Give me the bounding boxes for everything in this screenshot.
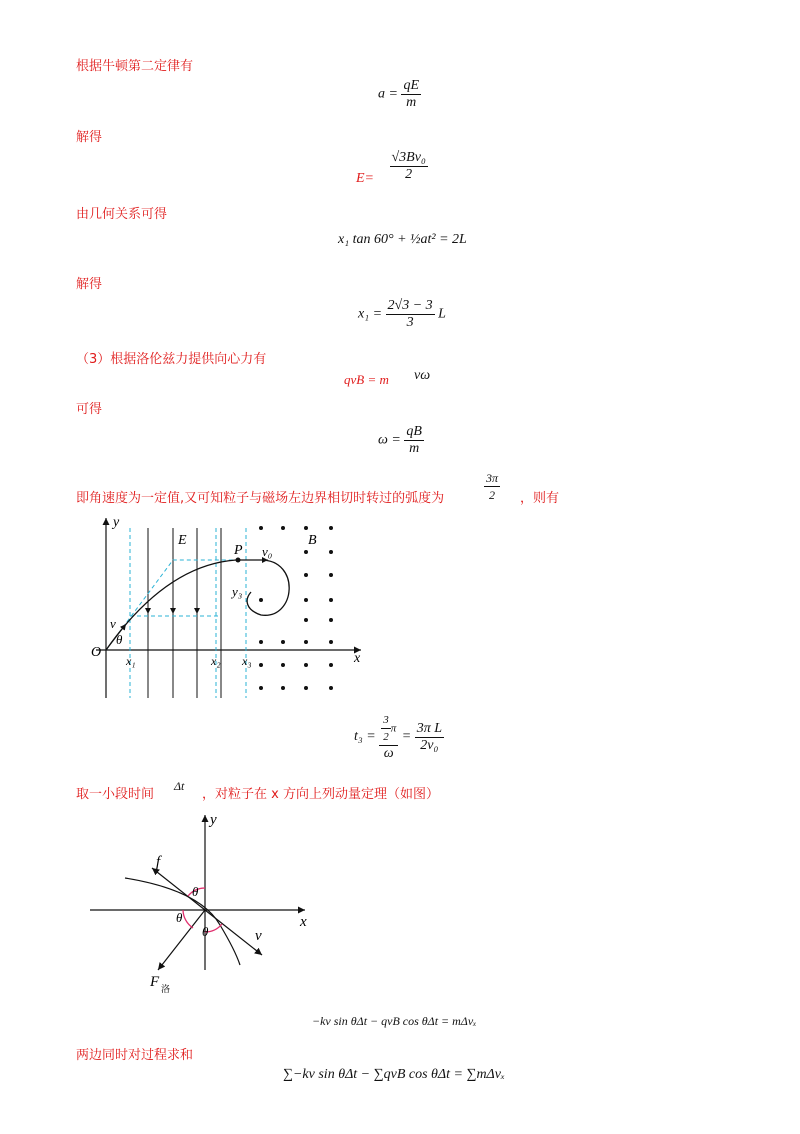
eq2-fraction: [390, 150, 428, 183]
fig1-label-B: B: [308, 533, 317, 548]
fig1-label-v0: v₀: [262, 544, 273, 559]
eq7-fraction: [415, 721, 444, 754]
eq7-inner-den: 2: [383, 731, 389, 743]
angle-frac: [484, 470, 500, 503]
eq4-rhs: L: [438, 306, 446, 322]
eq7-lhs: t₃ =: [354, 729, 376, 745]
eq7-num: 3π L: [416, 720, 442, 736]
eq6-num: qB: [406, 424, 422, 439]
fig1-label-E: E: [178, 533, 187, 548]
eq4-fraction: [386, 298, 435, 331]
paragraph-newton: 根据牛顿第二定律有: [76, 59, 194, 74]
fig1-label-x: x: [354, 651, 361, 666]
eq6-den: m: [409, 441, 420, 456]
fig2-label-y: y: [210, 812, 217, 828]
fig1-label-x2: x₂: [211, 654, 221, 668]
equation-lorentz: qvB = m: [344, 372, 389, 387]
paragraph-angular-text: 即角速度为一定值,又可知粒子与磁场左边界相切时转过的弧度为: [76, 491, 445, 506]
eq4-den: 3: [406, 315, 414, 330]
fig2-theta-1: θ: [192, 884, 199, 899]
delta-t: Δt: [174, 779, 185, 793]
angle-num: 3π: [486, 471, 499, 485]
paragraph-angular-tail: ，则有: [520, 491, 560, 506]
fig2-label-v: v: [255, 928, 262, 944]
eq7-mid-num: [379, 712, 398, 746]
fig1-label-P: P: [234, 543, 243, 558]
eq7-inner-fraction: [381, 712, 391, 745]
eq2-num: √3Bv₀: [391, 150, 426, 165]
paragraph-momentum: ，对粒子在 x 方向上列动量定理（如图）: [202, 787, 439, 802]
eq4-lhs: x₁ =: [358, 306, 383, 322]
eq7-inner-num: 3: [381, 712, 391, 729]
fig2-label-F-sub: 洛: [161, 984, 171, 994]
equation-omega: [378, 424, 424, 457]
figure-trajectory: [86, 510, 376, 700]
fig1-label-x1: x₁: [126, 654, 136, 668]
equation-geometry: x₁ tan 60° + ½at² = 2L: [338, 232, 467, 247]
equation-momentum: −kv sin θΔt − qvB cos θΔt = mΔvₓ: [312, 1014, 477, 1028]
eq1-den: m: [406, 95, 417, 110]
equation-acceleration: [378, 78, 421, 111]
paragraph-geometry: 由几何关系可得: [76, 207, 168, 222]
fig1-label-theta: θ: [116, 632, 123, 647]
fig1-label-y3: y₃: [232, 584, 243, 599]
fig1-label-O: O: [91, 645, 102, 660]
eq7-den: 2v₀: [420, 737, 439, 753]
paragraph-angular: [76, 487, 444, 506]
equation-t3: t₃ = $\frac{3}{2}$ π ω = $\frac{\text{3π L}}{\text{2v₀}}$: [354, 714, 442, 761]
eq7-mid-fraction: [379, 712, 398, 762]
fig1-label-v: v: [110, 616, 116, 631]
eq7-pi: π: [390, 722, 397, 735]
eq2-den: 2: [405, 167, 413, 182]
eq6-lhs: ω =: [378, 432, 401, 448]
equation-sum: ∑−kv sin θΔt − ∑qvB cos θΔt = ∑mΔvₓ: [283, 1067, 505, 1082]
paragraph-small-interval: 取一小段时间: [76, 787, 155, 802]
eq1-fraction: [401, 78, 421, 111]
eq7-mid-den: ω: [383, 746, 394, 761]
fig1-label-y: y: [113, 515, 120, 530]
figure-forces: [90, 810, 320, 1000]
paragraph-sum: 两边同时对过程求和: [76, 1048, 194, 1063]
equation-field: [356, 150, 428, 186]
equation-lorentz-rhs: vω: [414, 368, 431, 383]
equation-x1: [358, 298, 446, 331]
fig2-label-f: f: [156, 854, 161, 870]
angle-fraction: [484, 470, 500, 503]
fig2-label-F: F: [150, 974, 160, 990]
fig1-label-x3: x₃: [242, 654, 252, 668]
eq2-lhs: E=: [356, 170, 374, 186]
fig2-theta-2: θ: [176, 910, 183, 925]
fig2-label-x: x: [300, 914, 307, 930]
paragraph-solve-2: 解得: [76, 277, 103, 292]
eq1-num: qE: [403, 78, 420, 93]
eq6-fraction: [404, 424, 424, 457]
eq4-num: 2√3 − 3: [387, 298, 433, 313]
paragraph-solve-1: 解得: [76, 130, 103, 145]
fig2-theta-3: θ: [202, 924, 209, 939]
angle-den: 2: [489, 488, 495, 502]
eq1-lhs: a =: [378, 86, 398, 102]
paragraph-lorentz: （3）根据洛伦兹力提供向心力有: [76, 352, 267, 367]
paragraph-obtain: 可得: [76, 402, 103, 417]
